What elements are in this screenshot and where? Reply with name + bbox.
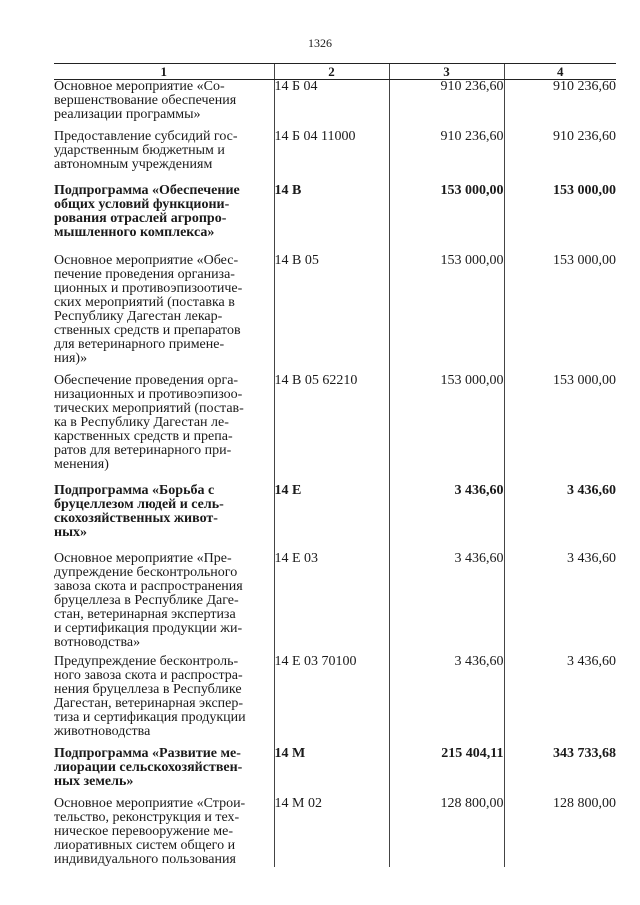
row-value-col4: 3 436,60	[504, 484, 616, 552]
row-name: Основное мероприятие «Строи- тельство, реконструкция и тех- ническое перевооружение ме- лиоративных систем общего и индивидуального пользования	[54, 795, 246, 867]
row-name: Основное мероприятие «Пре- дупреждение бесконтрольного завоза скота и распространения бруцеллеза в Республике Даге- стан, ветеринарная экспертиза и сертификация продукции жи- вотноводства»	[54, 550, 243, 650]
row-value-col3: 153 000,00	[389, 254, 504, 374]
row-code: 14 В 05 62210	[274, 374, 389, 484]
row-value-col3: 3 436,60	[389, 655, 504, 747]
table-row	[54, 552, 616, 655]
column-header-2: 2	[274, 64, 389, 80]
row-value-col3: 215 404,11	[389, 747, 504, 797]
row-code: 14 Е 03	[274, 552, 389, 655]
row-code: 14 Е	[274, 484, 389, 552]
row-name: Предоставление субсидий гос- ударственным бюджетным и автономным учреждениям	[54, 128, 238, 172]
row-code: 14 М 02	[274, 797, 389, 867]
budget-table	[54, 63, 616, 867]
row-name: Подпрограмма «Развитие ме- лиорации сельскохозяйствен- ных земель»	[54, 745, 243, 789]
row-code: 14 В	[274, 184, 389, 254]
column-header-1: 1	[54, 64, 274, 80]
row-value-col4: 3 436,60	[504, 655, 616, 747]
subprogram-row	[54, 184, 616, 254]
row-value-col3: 153 000,00	[389, 374, 504, 484]
column-header-4: 4	[504, 64, 616, 80]
row-value-col4: 343 733,68	[504, 747, 616, 797]
page-number: 1326	[308, 36, 332, 50]
row-name: Обеспечение проведения орга- низационных и противоэпизоо- тических мероприятий (постав- ка в Республику Дагестан ле- карственных средств и препа- ратов для ветеринарного при- менения)	[54, 372, 244, 472]
row-value-col3: 910 236,60	[389, 80, 504, 130]
subprogram-row	[54, 484, 616, 552]
row-value-col4: 153 000,00	[504, 374, 616, 484]
row-name: Подпрограмма «Обеспечение общих условий функциони- рования отраслей агропро- мышленного комплекса»	[54, 182, 240, 240]
table-row	[54, 374, 616, 484]
row-code: 14 Е 03 70100	[274, 655, 389, 747]
row-value-col3: 128 800,00	[389, 797, 504, 867]
table-row	[54, 130, 616, 184]
table-body	[54, 80, 616, 867]
table-row	[54, 80, 616, 130]
table-header-row	[54, 64, 616, 80]
row-code: 14 М	[274, 747, 389, 797]
subprogram-row	[54, 747, 616, 797]
row-code: 14 Б 04	[274, 80, 389, 130]
table-row	[54, 655, 616, 747]
row-value-col3: 910 236,60	[389, 130, 504, 184]
row-value-col4: 910 236,60	[504, 80, 616, 130]
row-code: 14 В 05	[274, 254, 389, 374]
row-value-col3: 3 436,60	[389, 484, 504, 552]
table-row	[54, 254, 616, 374]
column-header-3: 3	[389, 64, 504, 80]
row-value-col4: 3 436,60	[504, 552, 616, 655]
row-name: Основное мероприятие «Со- вершенствование обеспечения реализации программы»	[54, 79, 237, 122]
row-name: Подпрограмма «Борьба с бруцеллезом людей и сель- скохозяйственных живот- ных»	[54, 482, 224, 540]
row-value-col4: 910 236,60	[504, 130, 616, 184]
row-code: 14 Б 04 11000	[274, 130, 389, 184]
row-value-col4: 153 000,00	[504, 254, 616, 374]
row-value-col3: 3 436,60	[389, 552, 504, 655]
row-value-col4: 153 000,00	[504, 184, 616, 254]
table-row	[54, 797, 616, 867]
row-name: Предупреждение бесконтроль- ного завоза скота и распростра- нения бруцеллеза в Республике Дагестан, ветеринарная экспер- тиза и сертификация продукции животноводства	[54, 653, 246, 739]
row-value-col3: 153 000,00	[389, 184, 504, 254]
row-value-col4: 128 800,00	[504, 797, 616, 867]
row-name: Основное мероприятие «Обес- печение проведения организа- ционных и противоэпизоотиче- ских мероприятий (поставка в Республику Дагестан лекар- ственных средств и препаратов для ветеринарного примене- ния)»	[54, 252, 243, 366]
